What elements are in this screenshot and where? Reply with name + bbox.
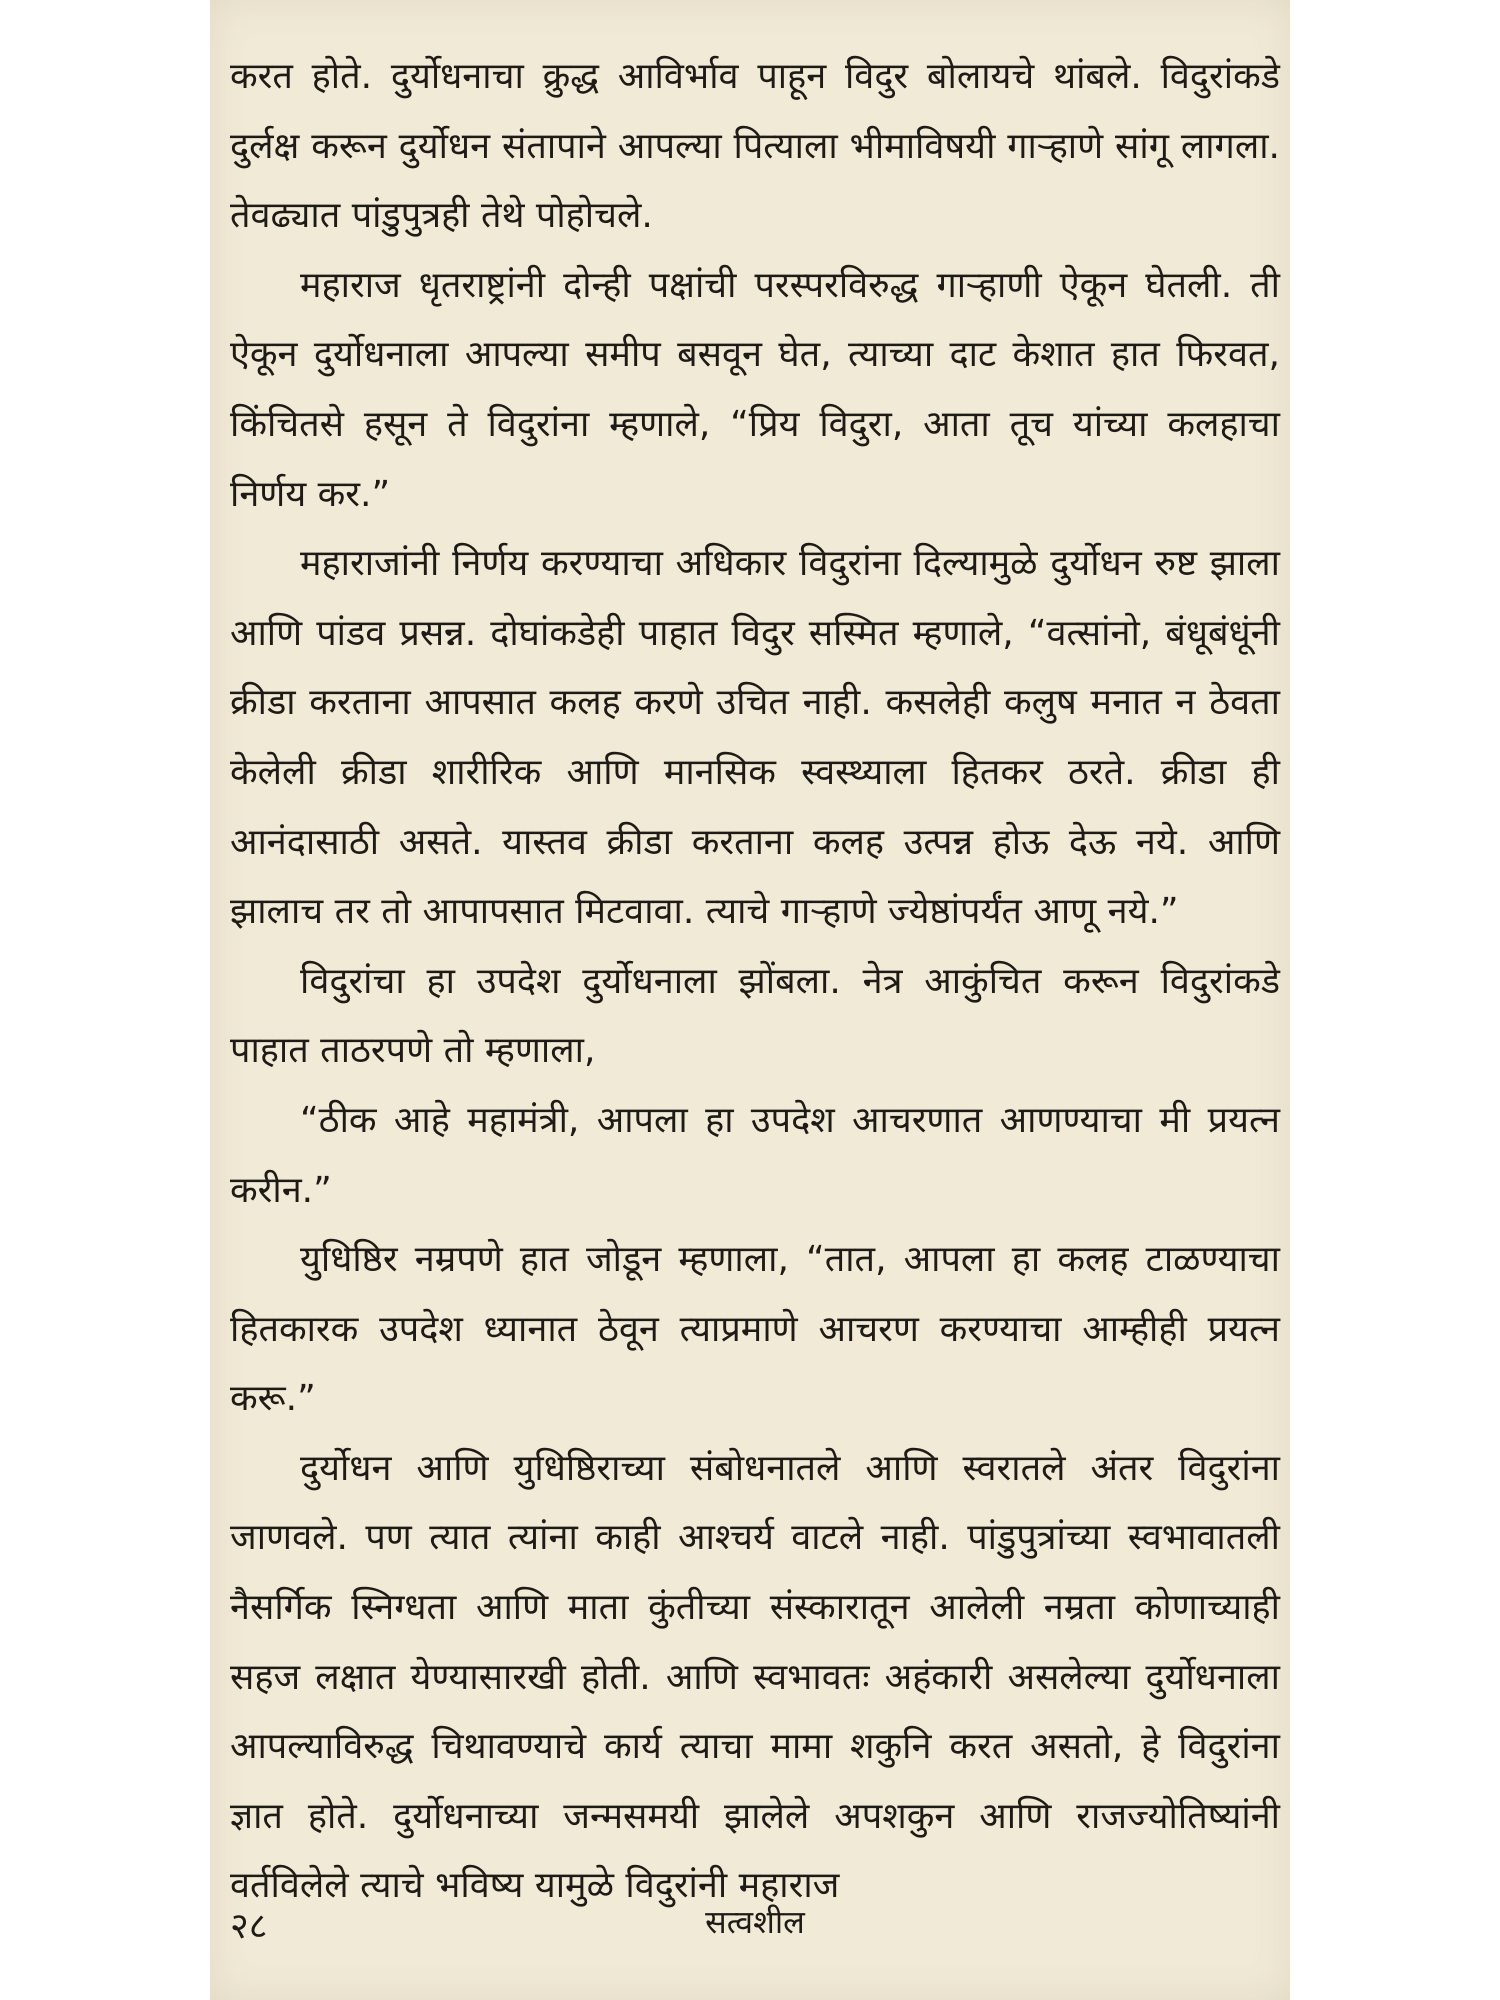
paragraph: विदुरांचा हा उपदेश दुर्योधनाला झोंबला. नेत्र आकुंचित करून विदुरांकडे पाहात ताठरपणे तो म्हणाला,	[230, 960, 1280, 1072]
paragraph: करत होते. दुर्योधनाचा क्रुद्ध आविर्भाव पाहून विदुर बोलायचे थांबले. विदुरांकडे दुर्लक्ष करून दुर्योधन संतापाने आपल्या पित्याला भीमाविषयी गाऱ्हाणे सांगू लागला. तेवढ्यात पांडुपुत्रही तेथे पोहोचले.	[230, 56, 1280, 237]
body-text	[230, 42, 1280, 1921]
page-number: २८	[230, 1906, 268, 1947]
paragraph: महाराज धृतराष्ट्रांनी दोन्ही पक्षांची परस्परविरुद्ध गाऱ्हाणी ऐकून घेतली. ती ऐकून दुर्योधनाला आपल्या समीप बसवून घेत, त्याच्या दाट केशात हात फिरवत, किंचितसे हसून ते विदुरांना म्हणाले, “प्रिय विदुरा, आता तूच यांच्या कलहाचा निर्णय कर.”	[230, 264, 1280, 515]
book-title: सत्वशील	[705, 1903, 805, 1941]
paragraph: युधिष्ठिर नम्रपणे हात जोडून म्हणाला, “तात, आपला हा कलह टाळण्याचा हितकारक उपदेश ध्यानात ठेवून त्याप्रमाणे आचरण करण्याचा आम्हीही प्रयत्न करू.”	[230, 1239, 1280, 1420]
paragraph: “ठीक आहे महामंत्री, आपला हा उपदेश आचरणात आणण्याचा मी प्रयत्न करीन.”	[230, 1099, 1280, 1211]
paragraph: दुर्योधन आणि युधिष्ठिराच्या संबोधनातले आणि स्वरातले अंतर विदुरांना जाणवले. पण त्यात त्यांना काही आश्चर्य वाटले नाही. पांडुपुत्रांच्या स्वभावातली नैसर्गिक स्निग्धता आणि माता कुंतीच्या संस्कारातून आलेली नम्रता कोणाच्याही सहज लक्षात येण्यासारखी होती. आणि स्वभावतः अहंकारी असलेल्या दुर्योधनाला आपल्याविरुद्ध चिथावण्याचे कार्य त्याचा मामा शकुनि करत असतो, हे विदुरांना ज्ञात होते. दुर्योधनाच्या जन्मसमयी झालेले अपशकुन आणि राजज्योतिष्यांनी वर्तविलेले त्याचे भविष्य यामुळे विदुरांनी महाराज	[230, 1447, 1280, 1907]
paragraph: महाराजांनी निर्णय करण्याचा अधिकार विदुरांना दिल्यामुळे दुर्योधन रुष्ट झाला आणि पांडव प्रसन्न. दोघांकडेही पाहात विदुर सस्मित म्हणाले, “वत्सांनो, बंधूबंधूंनी क्रीडा करताना आपसात कलह करणे उचित नाही. कसलेही कलुष मनात न ठेवता केलेली क्रीडा शारीरिक आणि मानसिक स्वस्थ्याला हितकर ठरते. क्रीडा ही आनंदासाठी असते. यास्तव क्रीडा करताना कलह उत्पन्न होऊ देऊ नये. आणि झालाच तर तो आपापसात मिटवावा. त्याचे गाऱ्हाणे ज्येष्ठांपर्यंत आणू नये.”	[230, 543, 1280, 933]
page-footer	[230, 1900, 1280, 1950]
